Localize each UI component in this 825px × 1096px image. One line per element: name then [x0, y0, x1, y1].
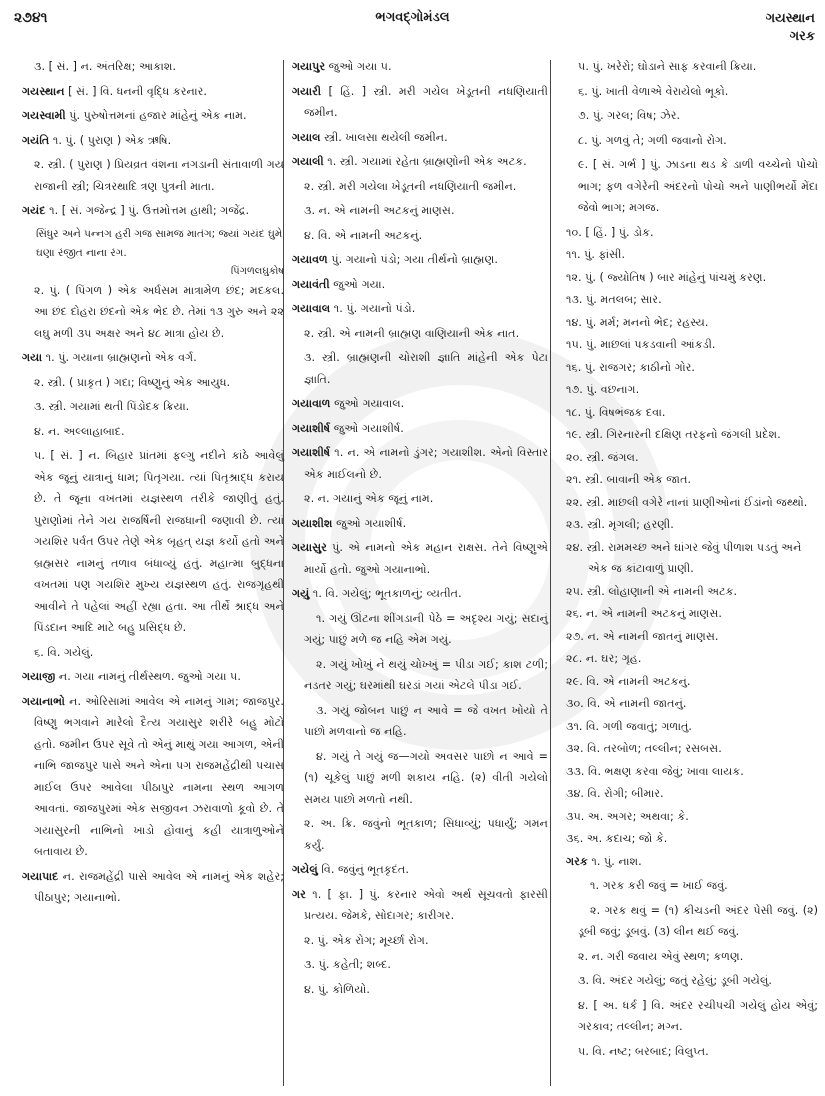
guide-words	[766, 10, 815, 46]
headword: ગયું	[292, 587, 310, 600]
numbered-sense: ૨૫. સ્ત્રી. લોહાણાની એ નામની અટક.	[566, 584, 738, 598]
headword: ગયાજી	[22, 670, 56, 683]
column-divider	[550, 60, 551, 1086]
headword: ગયસ્વામી	[22, 109, 66, 122]
numbered-sense: ૩૨. વિ. તરબોળ; તલ્લીન; રસબસ.	[566, 742, 722, 755]
dictionary-entry	[22, 81, 284, 103]
sense-definition: ૯. [ સં. ગર્ભ ] પું. ઝાડના થડ કે ડાળી વચ્ચેનો પોચો ભાગ; ફળ વગેરેની અંદરનો પોચો અને પાણીભર્યો મેંદા જેવો ભાગ; મગજ.	[578, 158, 818, 214]
sense-definition: ૩. [ સં. ] ન. અંતરિક્ષ; આકાશ.	[34, 60, 177, 73]
sense-definition: ૩. સ્ત્રી. બ્રાહ્મણની ચોરાશી જ્ઞાતિ માંહેની એક પેટા જ્ઞાતિ.	[304, 351, 548, 386]
dictionary-entry	[292, 859, 548, 881]
guide-word-last: ગરક	[789, 29, 815, 44]
definition-text: પું. પુરુષોત્તમનાં હજાર માંહેનું એક નામ.	[65, 109, 247, 122]
numbered-sense: ૧૨. પું. ( જ્યોતિષ ) બાર માંહેનું પાંચમું કરણ.	[566, 270, 767, 284]
sense-definition: ૩. વિ. અંદર ગયેલું; જતું રહેલું; ડૂબી ગયેલું.	[578, 974, 772, 987]
definition-text: વિ. જવુંનું ભૂતકૃદંત.	[317, 863, 409, 876]
headword: ગયાશીશ	[292, 516, 333, 530]
headword: ગયંતિ	[22, 133, 50, 147]
definition-text: ન. ગયા નામનું તીર્થસ્થળ. જુઓ ગયા ૫.	[55, 670, 241, 683]
headword: ગરક	[566, 854, 588, 868]
column-2	[292, 56, 548, 1003]
definition-text: જુઓ ગયા.	[329, 277, 386, 291]
sense-definition: ૫. પું. ખરેરો; ઘોડાને સાફ કરવાની ક્રિયા.	[578, 60, 757, 73]
sense-definition: ૪. [ અ. ધર્ક ] વિ. અંદર રચીપચી ગયેલું હોય એવું; ગરકાવ; તલ્લીન; મગ્ન.	[578, 998, 818, 1033]
dictionary-entry	[22, 200, 284, 222]
dictionary-entry	[292, 537, 548, 580]
headword: ગયાલ	[292, 130, 321, 144]
dictionary-entry	[22, 866, 284, 909]
sense-definition: ૪. ન. અલ્લાહાબાદ.	[34, 424, 125, 438]
numbered-sense: ૨૬. ન. એ નામની અટકનું માણસ.	[566, 607, 722, 620]
definition-text: જુઓ ગયાવાલ.	[330, 397, 405, 410]
dictionary-entry	[292, 56, 548, 78]
idiom-definition: ૩. ગયું જોબન પાછું ન આવે = જે વખત ખોયો તે પાછો મળવાનો જ નહિ.	[304, 703, 548, 738]
sense-definition: ૨. સ્ત્રી. ( પ્રાકૃત ) ગદા; વિષ્ણુનું એક આયુધ.	[34, 375, 231, 389]
definition-text: સ્ત્રી. ખાલસા થયેલી જમીન.	[320, 130, 448, 144]
definition-text: પું. એ નામનો એક મહાન રાક્ષસ. તેને વિષ્ણુએ માર્યો હતો. જુઓ ગયાનાભો.	[304, 541, 548, 576]
numbered-sense: ૧૩. પું. મતલબ; સાર.	[566, 293, 662, 306]
headword: ગયાવંતી	[292, 277, 330, 291]
dictionary-entry	[292, 249, 548, 271]
sense-definition: ૨. ન. ગરી જવાય એવું સ્થળ; કળણ.	[578, 949, 744, 963]
numbered-sense: ૨૭. ન. એ નામની જાતનું માણસ.	[566, 629, 719, 643]
idiom-definition: ૨. ગયું ખોખું ને થયું ચોખ્ખું = પીડા ગઈ; કાશ ટળી; નડતર ગયું; ઘરમાંથી ઘરડાં ગયાં એટલે પીડા ગઈ.	[304, 657, 548, 692]
numbered-sense: ૧૬. પું. રાજગર; કાઠીનો ગોર.	[566, 360, 695, 374]
dictionary-entry	[292, 393, 548, 415]
definition-text: ૧. પું. નાશ.	[587, 854, 642, 868]
headword: ગયાપાદ	[22, 869, 59, 883]
headword: ગયાવાળ	[292, 397, 331, 410]
idiom-definition: ૪. ગયું તે ગયું જ—ગયો અવસર પાછો ન આવે = (૧) ચૂકેલું પાછું મળી શકાય નહિ. (૨) વીતી ગયેલો સમય પાછો મળતો નથી.	[304, 749, 548, 806]
dictionary-entry	[22, 666, 284, 688]
headword: ગયેલું	[292, 863, 318, 876]
definition-text: જુઓ ગયાશીર્ષ.	[330, 421, 404, 435]
idiom-definition: ૧. ગયું ઊંટના શીંગડાની પેઠે = અદૃશ્ય ગયું; સદાનું ગયું; પાછું મળે જ નહિ એમ ગયું.	[304, 611, 548, 646]
definition-text: ૧. પું. ગયાના બ્રાહ્મણનો એક વર્ગ.	[42, 351, 197, 364]
numbered-sense: ૩૬. અ. કદાચ; જો કે.	[566, 832, 668, 845]
sense-definition: ૨. ન. ગયાનું એક જૂનું નામ.	[304, 492, 434, 505]
numbered-sense: ૧૦. [ હિં. ] પું. ડોક.	[566, 225, 654, 239]
headword: ગયાશીર્ષ	[292, 421, 331, 435]
definition-text: જુઓ ગયાશીર્ષ.	[332, 516, 407, 530]
headword: ગયા	[22, 351, 43, 364]
definition-text: ન. રાજમહેંદ્રી પાસે આવેલ એ નામનું એક શહેર; પીઠાપુર; ગયાનાભો.	[34, 869, 284, 904]
sense-definition: ૭. પું. ગરલ; વિષ; ઝેર.	[578, 109, 681, 122]
numbered-sense: ૨૧. સ્ત્રી. બાવાની એક જાત.	[566, 473, 692, 486]
idiom-definition: ૨. ગરક થવું = (૧) કીચડની અંદર પેસી જવું. (૨) ડૂબી જવું; ડૂબવું. (૩) લીન થઈ જવું.	[578, 903, 818, 938]
column-1	[22, 56, 284, 912]
dictionary-entry	[292, 274, 548, 296]
sense-definition: ૫. [ સં. ] ન. બિહાર પ્રાંતમાં ફલ્ગુ નદીને કાંઠે આવેલું એક જૂનું યાત્રાનું ધામ; પિતૃગયા. ત્યાં પિતૃશ્રાદ્ધ કરાય છે. તે જૂના વખતમાં યજ્ઞસ્થળ તરીકે જાણીતું હતું. પુરાણોમાં તેને ગય રાજર્ષિની રાજધાની જણાવી છે. ત્યાં ગયશિર પર્વત ઉપર તેણે એક બૃહત્ યજ્ઞ કર્યો હતો અને બ્રહ્મસર નામનું તળાવ બંધાવ્યું હતું. મહાત્મા બુદ્ધના વખતમાં પણ ગયશિર મુખ્ય યજ્ઞસ્થળ હતું. રાજગૃહથી આવીને તે પહેલાં અહીં રહ્યા હતા. આ તીર્થે શ્રાદ્ધ અને પિંડદાન આદિ માટે બહુ પ્રસિદ્ધ છે.	[34, 449, 284, 634]
definition-text: જુઓ ગયા ૫.	[325, 60, 392, 73]
numbered-sense: ૩૦. વિ. એ નામની જાતનું.	[566, 697, 687, 710]
numbered-sense: ૧૧. પું. ફાંસી.	[566, 248, 625, 261]
numbered-sense: ૨૨. સ્ત્રી. માછલી વગેરે નાનાં પ્રાણીઓનાં ઈંડાંનો જથ્થો.	[566, 495, 808, 509]
dictionary-entry	[292, 442, 548, 485]
dictionary-entry	[292, 884, 548, 927]
numbered-sense: ૨૮. ન. ઘર; ગૃહ.	[566, 652, 642, 665]
numbered-sense: ૨૪. સ્ત્રી. રામમચ્છ અને ઘાંગર જેવું પીળાશ પડતું અને એક જ કાંટાવાળું પ્રાણી.	[566, 540, 802, 575]
page-number: ૨૭૪૧	[14, 10, 48, 26]
definition-text: ન. ઓરિસામાં આવેલ એ નામનું ગામ; જાજપુર. વિષ્ણુ ભગવાને મારેલો દૈત્ય ગયાસુર શરીરે બહુ મોટો હતો. જમીન ઉપર સૂવે તો એનું માથું ગયા આગળ, એની નાભિ જાજપુર પાસે અને એના પગ રાજમહેંદ્રીથી પચાસ માઈલ ઉપર આવેલા પીઠાપુર નામના સ્થળ આગળ આવતાં. જાજપુરમાં એક સજીવન ઝરાવાળો કૂવો છે. તે ગયાસુરની નાભિનો ખાડો હોવાનું કહી યાત્રાળુઓને બતાવાય છે.	[34, 694, 284, 858]
sense-definition: ૪. પું. કોળિયો.	[304, 982, 370, 996]
sense-definition: ૨. અ. ક્રિ. જવુંનો ભૂતકાળ; સિધાવ્યું; પધાર્યું; ગમન કર્યું.	[304, 817, 548, 852]
headword: ગર	[292, 887, 306, 901]
headword: ગયંદ	[22, 204, 46, 217]
definition-text: ૧. વિ. ગયેલું; ભૂતકાળનું; વ્યતીત.	[309, 587, 462, 600]
numbered-sense: ૨૦. સ્ત્રી. જંગલ.	[566, 450, 639, 464]
numbered-sense: ૨૯. વિ. એ નામની અટકનું.	[566, 674, 691, 688]
definition-text: ૧. સ્ત્રી. ગયામાં રહેતા બ્રાહ્મણોની એક અટક.	[323, 155, 527, 168]
page-header	[0, 6, 825, 50]
definition-text: પું. ગયાનો પંડો; ગયા તીર્થનો બ્રાહ્મણ.	[327, 253, 498, 266]
sense-definition: ૪. વિ. એ નામની અટકનું.	[304, 228, 423, 242]
sense-definition: ૩. સ્ત્રી. ગયામાં થતી પિંડોદક ક્રિયા.	[34, 400, 190, 413]
headword: ગયારી	[292, 84, 322, 98]
sense-definition: ૫. વિ. નષ્ટ; બરબાદ; વિલુપ્ત.	[578, 1044, 709, 1058]
sense-definition: ૮. પું. ગળવું તે; ગળી જવાનો રોગ.	[578, 133, 727, 147]
idiom-definition: ૧. ગરક કરી જવું = ખાઈ જવું.	[590, 879, 728, 892]
dictionary-entry	[22, 105, 284, 127]
book-title: ભગવદ્ગોમંડલ	[375, 10, 450, 25]
dictionary-entry	[22, 691, 284, 863]
dictionary-entry	[292, 298, 548, 320]
definition-text: ૧. પું. ગયાનો પંડો.	[330, 302, 416, 315]
guide-word-first: ગયસ્થાન	[765, 11, 815, 26]
sense-definition: ૨. સ્ત્રી. એ નામની બ્રાહ્મણ વાણિયાની એક નાત.	[304, 326, 520, 340]
dictionary-entry	[292, 81, 548, 124]
definition-text: ૧. [ ફા. ] પું. કરનાર એવો અર્થ સૂચવતો ફારસી પ્રત્યય. જેમકે, સોદાગર; કારીગર.	[304, 887, 548, 922]
headword: ગયાલી	[292, 155, 324, 168]
sense-definition: ૩. પું. કહેતી; શબ્દ.	[304, 958, 391, 971]
sense-definition: ૩. ન. એ નામની અટકનું માણસ.	[304, 204, 455, 217]
definition-text: [ હિં. ] સ્ત્રી. મરી ગયેલ ખેડૂતની નધણિયાતી જમીન.	[304, 84, 548, 119]
sense-definition: ૬. પું. ખાતી વેળાએ વેરાયેલો ભૂકો.	[578, 84, 729, 98]
numbered-sense: ૩૩. વિ. ભક્ષણ કરવા જેવું; ખાવા લાયક.	[566, 764, 744, 778]
definition-text: ૧. પું. ( પુરાણ ) એક ઋષિ.	[49, 133, 172, 147]
numbered-sense: ૧૫. પું. માછલાં પકડવાની આંકડી.	[566, 338, 716, 351]
definition-text: [ સં. ] વિ. ધનની વૃદ્ધિ કરનાર.	[64, 84, 207, 98]
headword: ગયાવળ	[292, 253, 328, 266]
numbered-sense: ૩૫. અ. અગર; અથવા; કે.	[566, 809, 689, 823]
numbered-sense: ૧૭. પું. વછનાગ.	[566, 383, 640, 396]
sense-definition: ૨. પું. ( પિંગળ ) એક અર્ધસમ માત્રામેળ છંદ; મદકલ. આ છંદ દોહરા છંદનો એક ભેદ છે. તેમાં ૧૩ ગુરુ અને ૨૨ લઘુ મળી ૩૫ અક્ષર અને ૪૮ માત્રા હોય છે.	[34, 283, 284, 340]
dictionary-entry	[22, 130, 284, 152]
headword: ગયાસુર	[292, 541, 327, 554]
quotation: સિંધુર અને પન્નગ હરી ગજ સામજ માતંગ; જ્યાં ગયંદ ઘુમે ઘણા રંજીત નાના રંગ.	[36, 227, 283, 259]
dictionary-entry	[292, 513, 548, 535]
headword: ગયાશીર્ષ	[292, 446, 331, 459]
dictionary-entry	[292, 418, 548, 440]
headword: ગયસ્થાન	[22, 84, 65, 98]
numbered-sense: ૩૧. વિ. ગળી જવાતું; ગળાતું.	[566, 719, 692, 733]
definition-text: ૧. [ સં. ગજેન્દ્ર ] પું. ઉત્તમોત્તમ હાથી; ગજેંદ્ર.	[45, 204, 250, 217]
sense-definition: ૨. સ્ત્રી. મરી ગયેલા ખેડૂતની નધણિયાતી જમીન.	[304, 179, 517, 193]
numbered-sense: ૧૪. પું. મર્મ; મનનો ભેદ; રહસ્ય.	[566, 315, 709, 329]
definition-text: ૧. ન. એ નામનો ડુંગર; ગયાશીશ. એનો વિસ્તાર એક માઈલનો છે.	[304, 446, 548, 481]
sense-definition: ૨. સ્ત્રી. ( પુરાણ ) પ્રિયવ્રત વંશના નગડાની સંતાવાળી ગય રાજાની સ્ત્રી; ચિત્રરથાદિ ત્રણ પુત્રની માતા.	[34, 158, 284, 193]
dictionary-entry	[292, 583, 548, 605]
sense-definition: ૨. પું. એક રોગ; મૂર્ચ્છા રોગ.	[304, 933, 429, 947]
headword: ગયાવાલ	[292, 302, 331, 315]
numbered-sense: ૩૪. વિ. રોગી; બીમાર.	[566, 787, 664, 800]
headword: ગયાનાભો	[22, 694, 65, 708]
dictionary-entry	[22, 347, 284, 369]
dictionary-entry	[292, 127, 548, 149]
numbered-sense: ૧૯. સ્ત્રી. ગિરનારની દક્ષિણ તરફનો જંગલી પ્રદેશ.	[566, 428, 781, 441]
quotation-source: પિંગળલઘુકોષ	[230, 265, 284, 277]
numbered-sense: ૨૩. સ્ત્રી. મૃગલી; હરણી.	[566, 518, 674, 531]
dictionary-entry	[292, 151, 548, 173]
headword: ગયાપુર	[292, 60, 326, 73]
dictionary-entry	[566, 851, 818, 873]
column-3	[566, 56, 818, 1065]
numbered-sense: ૧૮. પું. વિષભંજક દવા.	[566, 405, 666, 419]
sense-definition: ૬. વિ. ગયેલું.	[34, 645, 94, 659]
